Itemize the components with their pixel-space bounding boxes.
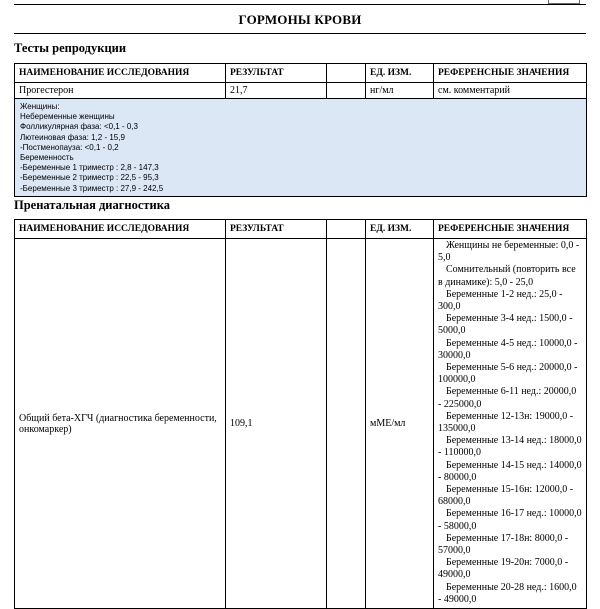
section-title-reproduction: Тесты репродукции bbox=[14, 41, 127, 55]
column-header-reference: РЕФЕРЕНСНЫЕ ЗНАЧЕНИЯ bbox=[434, 220, 587, 239]
comment-line: -Беременные 3 триместр : 27,9 - 242,5 bbox=[20, 183, 164, 193]
comment-line: Женщины: bbox=[20, 102, 60, 111]
reference-line: Беременные 19-20н: 7000,0 - 49000,0 bbox=[438, 557, 569, 581]
test-name: Общий бета-ХГЧ (диагностика беременности, онкомаркер) bbox=[15, 239, 226, 609]
reproduction-tests-table bbox=[14, 63, 587, 197]
table-row-comment bbox=[15, 99, 587, 197]
column-header-result: РЕЗУЛЬТАТ bbox=[226, 220, 327, 239]
reference-line: Беременные 17-18н: 8000,0 - 57000,0 bbox=[438, 532, 569, 557]
reference-line: Беременные 12-13н: 19000,0 - 135000,0 bbox=[438, 410, 574, 435]
page-corner-mark bbox=[548, 0, 580, 4]
reference-line: Беременные 13-14 нед.: 18000,0 - 110000,0 bbox=[438, 435, 582, 459]
test-unit: мМЕ/мл bbox=[366, 239, 434, 609]
column-header-name: НАИМЕНОВАНИЕ ИССЛЕДОВАНИЯ bbox=[15, 220, 226, 239]
prenatal-diagnostics-table bbox=[14, 219, 587, 609]
test-unit: нг/мл bbox=[366, 83, 434, 99]
table-row-progesterone bbox=[15, 83, 587, 99]
comment-line: Лютеиновая фаза: 1,2 - 15,9 bbox=[20, 132, 125, 142]
column-header-unit: ЕД. ИЗМ. bbox=[366, 220, 434, 239]
test-reference-list bbox=[434, 239, 587, 609]
test-reference: см. комментарий bbox=[434, 83, 587, 99]
test-result: 109,1 bbox=[226, 239, 327, 609]
reference-line: Беременные 14-15 нед.: 14000,0 - 80000,0 bbox=[438, 459, 582, 483]
column-header-blank bbox=[327, 220, 366, 239]
section-title-prenatal: Пренатальная диагностика bbox=[14, 198, 171, 212]
table-header-row bbox=[15, 64, 587, 83]
comment-line: Фолликулярная фаза: <0,1 - 0,3 bbox=[20, 122, 138, 132]
reference-line: Беременные 6-11 нед.: 20000,0 - 225000,0 bbox=[438, 386, 577, 410]
reference-line: Беременные 20-28 нед.: 1600,0 - 49000,0 bbox=[438, 581, 577, 605]
blank-cell bbox=[327, 83, 366, 99]
column-header-blank bbox=[327, 64, 366, 83]
top-rule bbox=[14, 4, 586, 5]
reference-line: Беременные 5-6 нед.: 20000,0 - 100000,0 bbox=[438, 362, 578, 386]
document-title: ГОРМОНЫ КРОВИ bbox=[238, 12, 362, 27]
column-header-result: РЕЗУЛЬТАТ bbox=[226, 64, 327, 83]
reference-line: Беременные 3-4 нед.: 1500,0 - 5000,0 bbox=[438, 313, 573, 337]
test-name: Прогестерон bbox=[15, 83, 226, 99]
comment-line: Беременность bbox=[20, 153, 74, 163]
table-row-hcg bbox=[15, 239, 587, 609]
blank-cell bbox=[327, 239, 366, 609]
table-header-row bbox=[15, 220, 587, 239]
comment-line: -Постменопауза: <0,1 - 0,2 bbox=[20, 142, 119, 152]
test-result: 21,7 bbox=[226, 83, 327, 99]
comment-line: Небеременные женщины bbox=[20, 112, 115, 122]
reference-line: Беременные 15-16н: 12000,0 - 68000,0 bbox=[438, 484, 574, 508]
comment-line: -Беременные 1 триместр : 2,8 - 147,3 bbox=[20, 163, 159, 173]
reference-line: Беременные 16-17 нед.: 10000,0 - 58000,0 bbox=[438, 508, 582, 532]
reference-line: Сомнительный (повторить все в динамике): 5,0 - 25,0 bbox=[438, 264, 576, 288]
column-header-reference: РЕФЕРЕНСНЫЕ ЗНАЧЕНИЯ bbox=[434, 64, 587, 83]
column-header-unit: ЕД. ИЗМ. bbox=[366, 64, 434, 83]
comment-line: -Беременные 2 триместр : 22,5 - 95,3 bbox=[20, 173, 159, 183]
reference-line: Беременные 4-5 нед.: 10000,0 - 30000,0 bbox=[438, 337, 578, 361]
title-rule bbox=[14, 33, 586, 34]
comment-cell bbox=[15, 99, 587, 197]
reference-line: Женщины не беременные: 0,0 - 5,0 bbox=[438, 240, 580, 264]
reference-line: Беременные 1-2 нед.: 25,0 - 300,0 bbox=[438, 288, 563, 313]
column-header-name: НАИМЕНОВАНИЕ ИССЛЕДОВАНИЯ bbox=[15, 64, 226, 83]
